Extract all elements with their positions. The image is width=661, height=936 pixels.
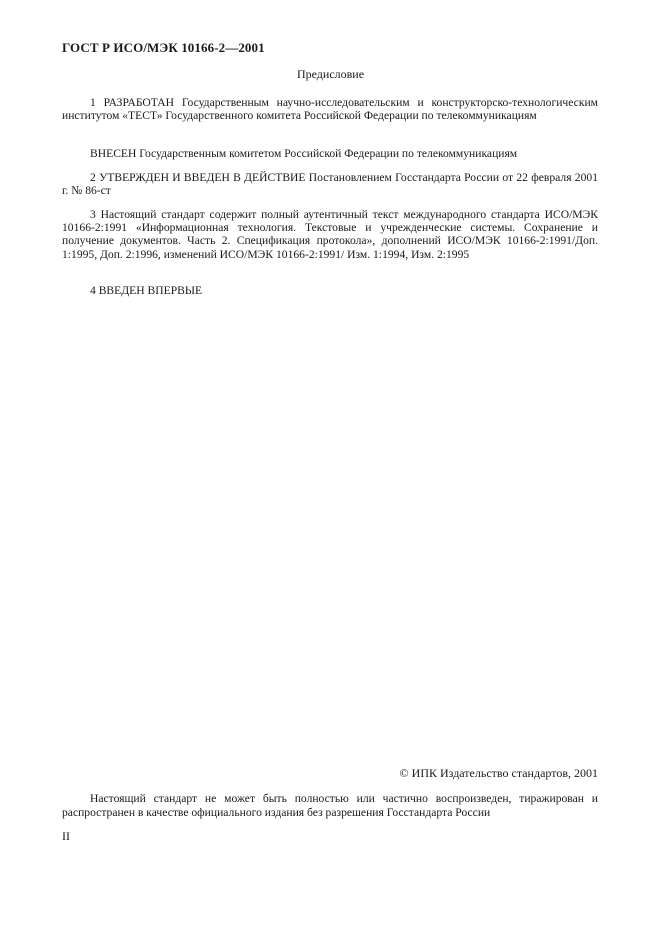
paragraph-authentic-text: 3 Настоящий стандарт содержит полный аутентичный текст международного стандарта ИСО/МЭК 10166-2:1991 «Информационная технология. Текстовые и учрежденческие системы. Сохранение и получение документов. Часть 2. Спецификация протокола», дополнений ИСО/МЭК 10166-2:1991/Доп. 1:1995, Доп. 2:1996, изменений ИСО/МЭК 10166-2:1991/ Изм. 1:1994, Изм. 2:1995 — [62, 208, 598, 261]
page-number: II — [62, 829, 70, 843]
document-header: ГОСТ Р ИСО/МЭК 10166-2—2001 — [62, 40, 265, 55]
paragraph-developed-by: 1 РАЗРАБОТАН Государственным научно-исследовательским и конструкторско-технологическим институтом «ТЕСТ» Государственного комитета Российской Федерации по телекоммуникациям — [62, 96, 598, 123]
reproduction-notice: Настоящий стандарт не может быть полностью или частично воспроизведен, тиражирован и распространен в качестве официального издания без разрешения Госстандарта России — [62, 792, 598, 819]
paragraph-first-introduced: 4 ВВЕДЕН ВПЕРВЫЕ — [90, 284, 203, 297]
paragraph-introduced-by: ВНЕСЕН Государственным комитетом Российской Федерации по телекоммуникациям — [90, 147, 518, 160]
section-title: Предисловие — [296, 67, 365, 81]
copyright-line: © ИПК Издательство стандартов, 2001 — [399, 766, 598, 780]
paragraph-approved: 2 УТВЕРЖДЕН И ВВЕДЕН В ДЕЙСТВИЕ Постановлением Госстандарта России от 22 февраля 2001 г. № 86-ст — [62, 171, 598, 198]
